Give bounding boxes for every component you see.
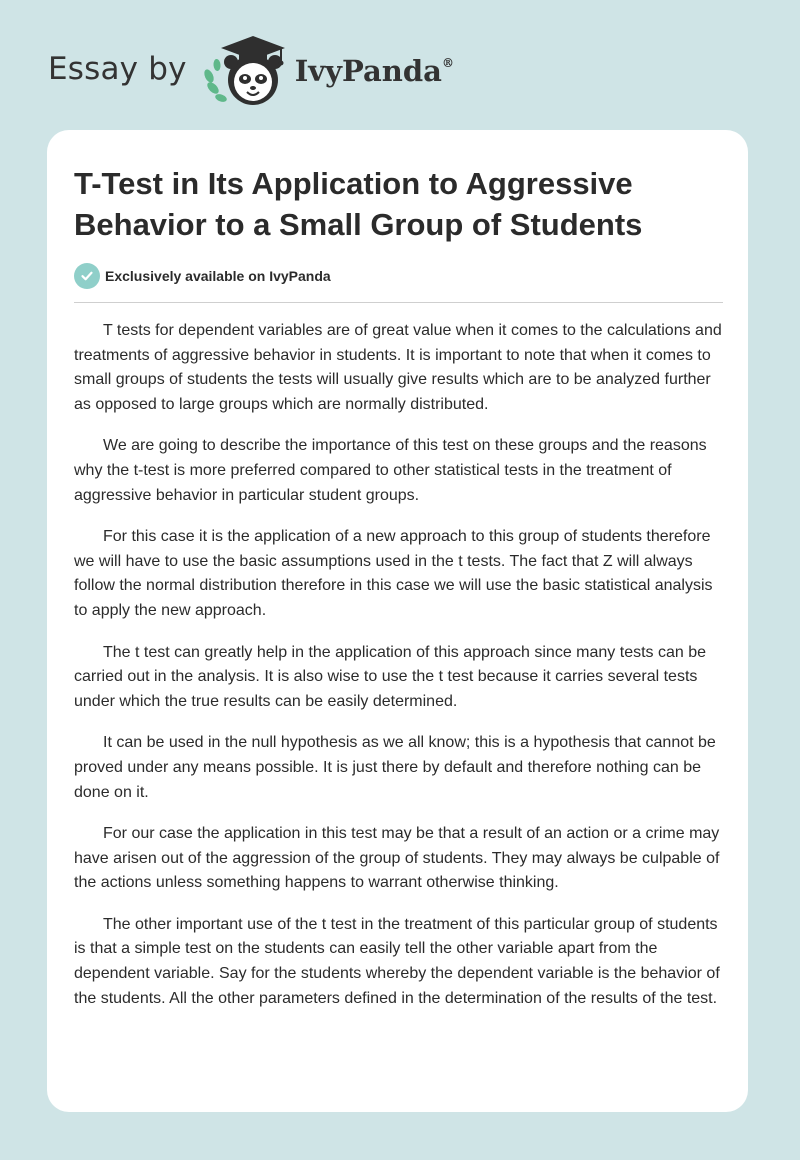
paragraph: We are going to describe the importance of this test on these groups and the reasons why the t-test is more preferred compared to other statistical tests in the treatment of aggressive behavior in particular student groups. bbox=[74, 437, 707, 504]
panda-graduate-icon[interactable] bbox=[201, 32, 291, 112]
brand-name-text: IvyPanda bbox=[294, 54, 442, 88]
brand-name[interactable] bbox=[295, 54, 454, 88]
paragraph: For this case it is the application of a new approach to this group of students therefore we will have to use the basic assumptions used in the t tests. The fact that Z will always follow the normal distribution therefore in this case we will use the basic statistical analysis to apply the new approach. bbox=[74, 528, 713, 619]
exclusive-badge bbox=[74, 263, 331, 289]
essay-title: T-Test in Its Application to Aggressive Behavior to a Small Group of Students bbox=[74, 166, 643, 242]
paragraph: It can be used in the null hypothesis as we all know; this is a hypothesis that cannot be proved under any means possible. It is just there by default and therefore nothing can be done on it. bbox=[74, 734, 716, 801]
essay-body bbox=[74, 319, 725, 1028]
title-divider bbox=[74, 302, 723, 303]
paragraph: For our case the application in this test may be that a result of an action or a crime may have arisen out of the aggression of the group of students. They may always be culpable of the actions unless something happens to warrant otherwise thinking. bbox=[74, 825, 720, 892]
exclusive-badge-label: Exclusively available on IvyPanda bbox=[105, 268, 331, 284]
check-circle-icon bbox=[74, 263, 100, 289]
essay-by-label: Essay by bbox=[48, 51, 187, 87]
paragraph: The t test can greatly help in the application of this approach since many tests can be carried out in the analysis. It is also wise to use the t test because it carries several tests under which the true results can be easily determined. bbox=[74, 643, 707, 710]
paragraph: T tests for dependent variables are of great value when it comes to the calculations and treatments of aggressive behavior in students. It is important to note that when it comes to small groups of students the tests will usually give results which are to be analyzed further as opposed to large groups which are normally distributed. bbox=[74, 322, 722, 413]
trademark-symbol: ® bbox=[441, 56, 454, 70]
essay-card bbox=[47, 130, 748, 1112]
site-header bbox=[48, 32, 454, 112]
paragraph: The other important use of the t test in the treatment of this particular group of students is that a simple test on the students can easily tell the other variable apart from the dependent variable. Say for the students whereby the dependent variable is the behavior of the students. All the other parameters defined in the determination of the results of the test. bbox=[74, 915, 720, 1007]
